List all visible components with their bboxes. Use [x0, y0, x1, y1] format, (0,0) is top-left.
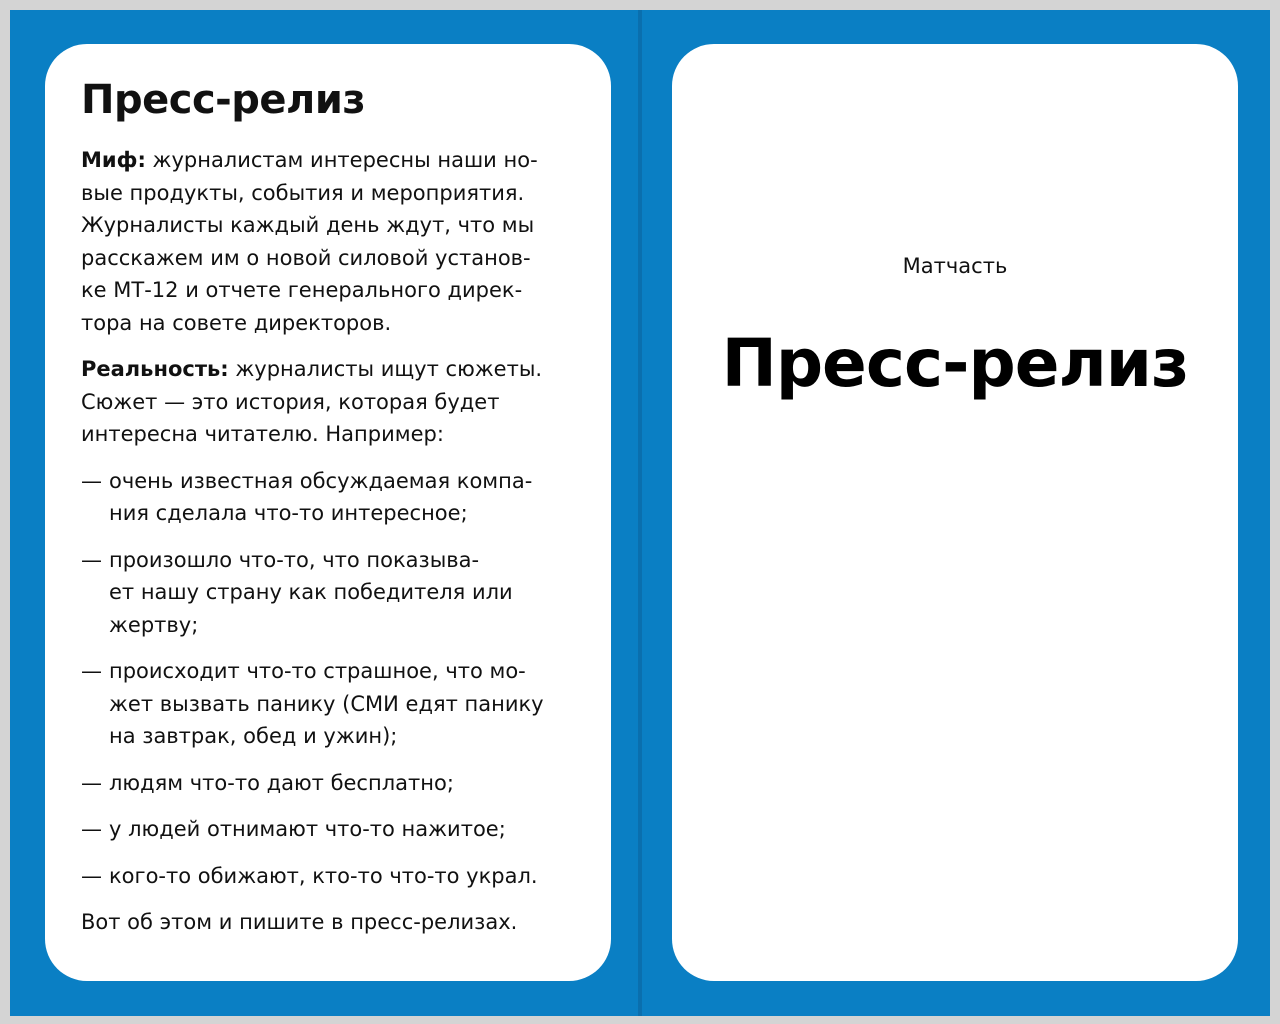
list-item-line: жет вызвать панику (СМИ едят панику [109, 691, 544, 716]
myth-label: Миф: [81, 148, 146, 172]
closing-paragraph [81, 906, 581, 939]
list-item-line: жертву; [109, 612, 199, 637]
myth-line-3: Журналисты каждый день ждут, что мы [81, 213, 535, 237]
myth-line-1 [81, 144, 581, 177]
card-back-content [81, 72, 581, 953]
list-item [81, 860, 581, 893]
list-item [81, 813, 581, 846]
card-back [45, 44, 611, 981]
card-front-title: Пресс-релиз [721, 325, 1189, 402]
dash-marker: — [81, 468, 102, 493]
card-front [672, 44, 1238, 981]
list-item [81, 544, 581, 642]
list-item [81, 465, 581, 530]
closing-line: Вот об этом и пишите в пресс-релизах. [81, 910, 518, 934]
dash-marker: — [81, 817, 102, 841]
reality-paragraph [81, 353, 581, 451]
myth-line-2: вые продукты, события и мероприятия. [81, 180, 525, 205]
reality-label: Реальность: [81, 357, 229, 381]
list-item-line: очень известная обсуждаемая компа- [109, 468, 533, 493]
list-item-line: у людей отнимают что-то нажитое; [109, 817, 506, 841]
left-page [10, 10, 638, 1016]
card-back-title: Пресс-релиз [81, 77, 366, 123]
reality-line-2: Сюжет — это история, которая будет [81, 389, 500, 414]
right-page [642, 10, 1270, 1016]
card-front-subtitle: Матчасть [902, 254, 1008, 278]
dash-marker: — [81, 863, 102, 888]
list-item-line: происходит что-то страшное, что мо- [109, 659, 526, 683]
myth-line-6: тора на совете директоров. [81, 310, 392, 335]
myth-text-1: журналистам интересны наши но- [145, 148, 538, 172]
list-item-line: кого-то обижают, кто-то что-то украл. [109, 863, 538, 888]
list-item-line: на завтрак, обед и ужин); [109, 724, 398, 748]
list-item-line: ет нашу страну как победителя или [109, 580, 513, 604]
reality-line-3: интересна читателю. Например: [81, 422, 444, 446]
list-item [81, 767, 581, 800]
reality-text-1: журналисты ищут сюжеты. [228, 357, 543, 381]
dash-marker: — [81, 547, 102, 572]
myth-line-5: ке МТ-12 и отчете генерального дирек- [81, 278, 523, 302]
list-item [81, 655, 581, 753]
myth-line-4: расскажем им о новой силовой установ- [81, 245, 531, 270]
dash-marker: — [81, 770, 102, 795]
list-item-line: произошло что-то, что показыва- [109, 547, 480, 572]
reality-line-1 [81, 353, 581, 386]
dash-marker: — [81, 659, 102, 683]
list-item-line: ния сделала что-то интересное; [109, 501, 468, 525]
list-item-line: людям что-то дают бесплатно; [109, 770, 454, 795]
myth-paragraph [81, 144, 581, 339]
